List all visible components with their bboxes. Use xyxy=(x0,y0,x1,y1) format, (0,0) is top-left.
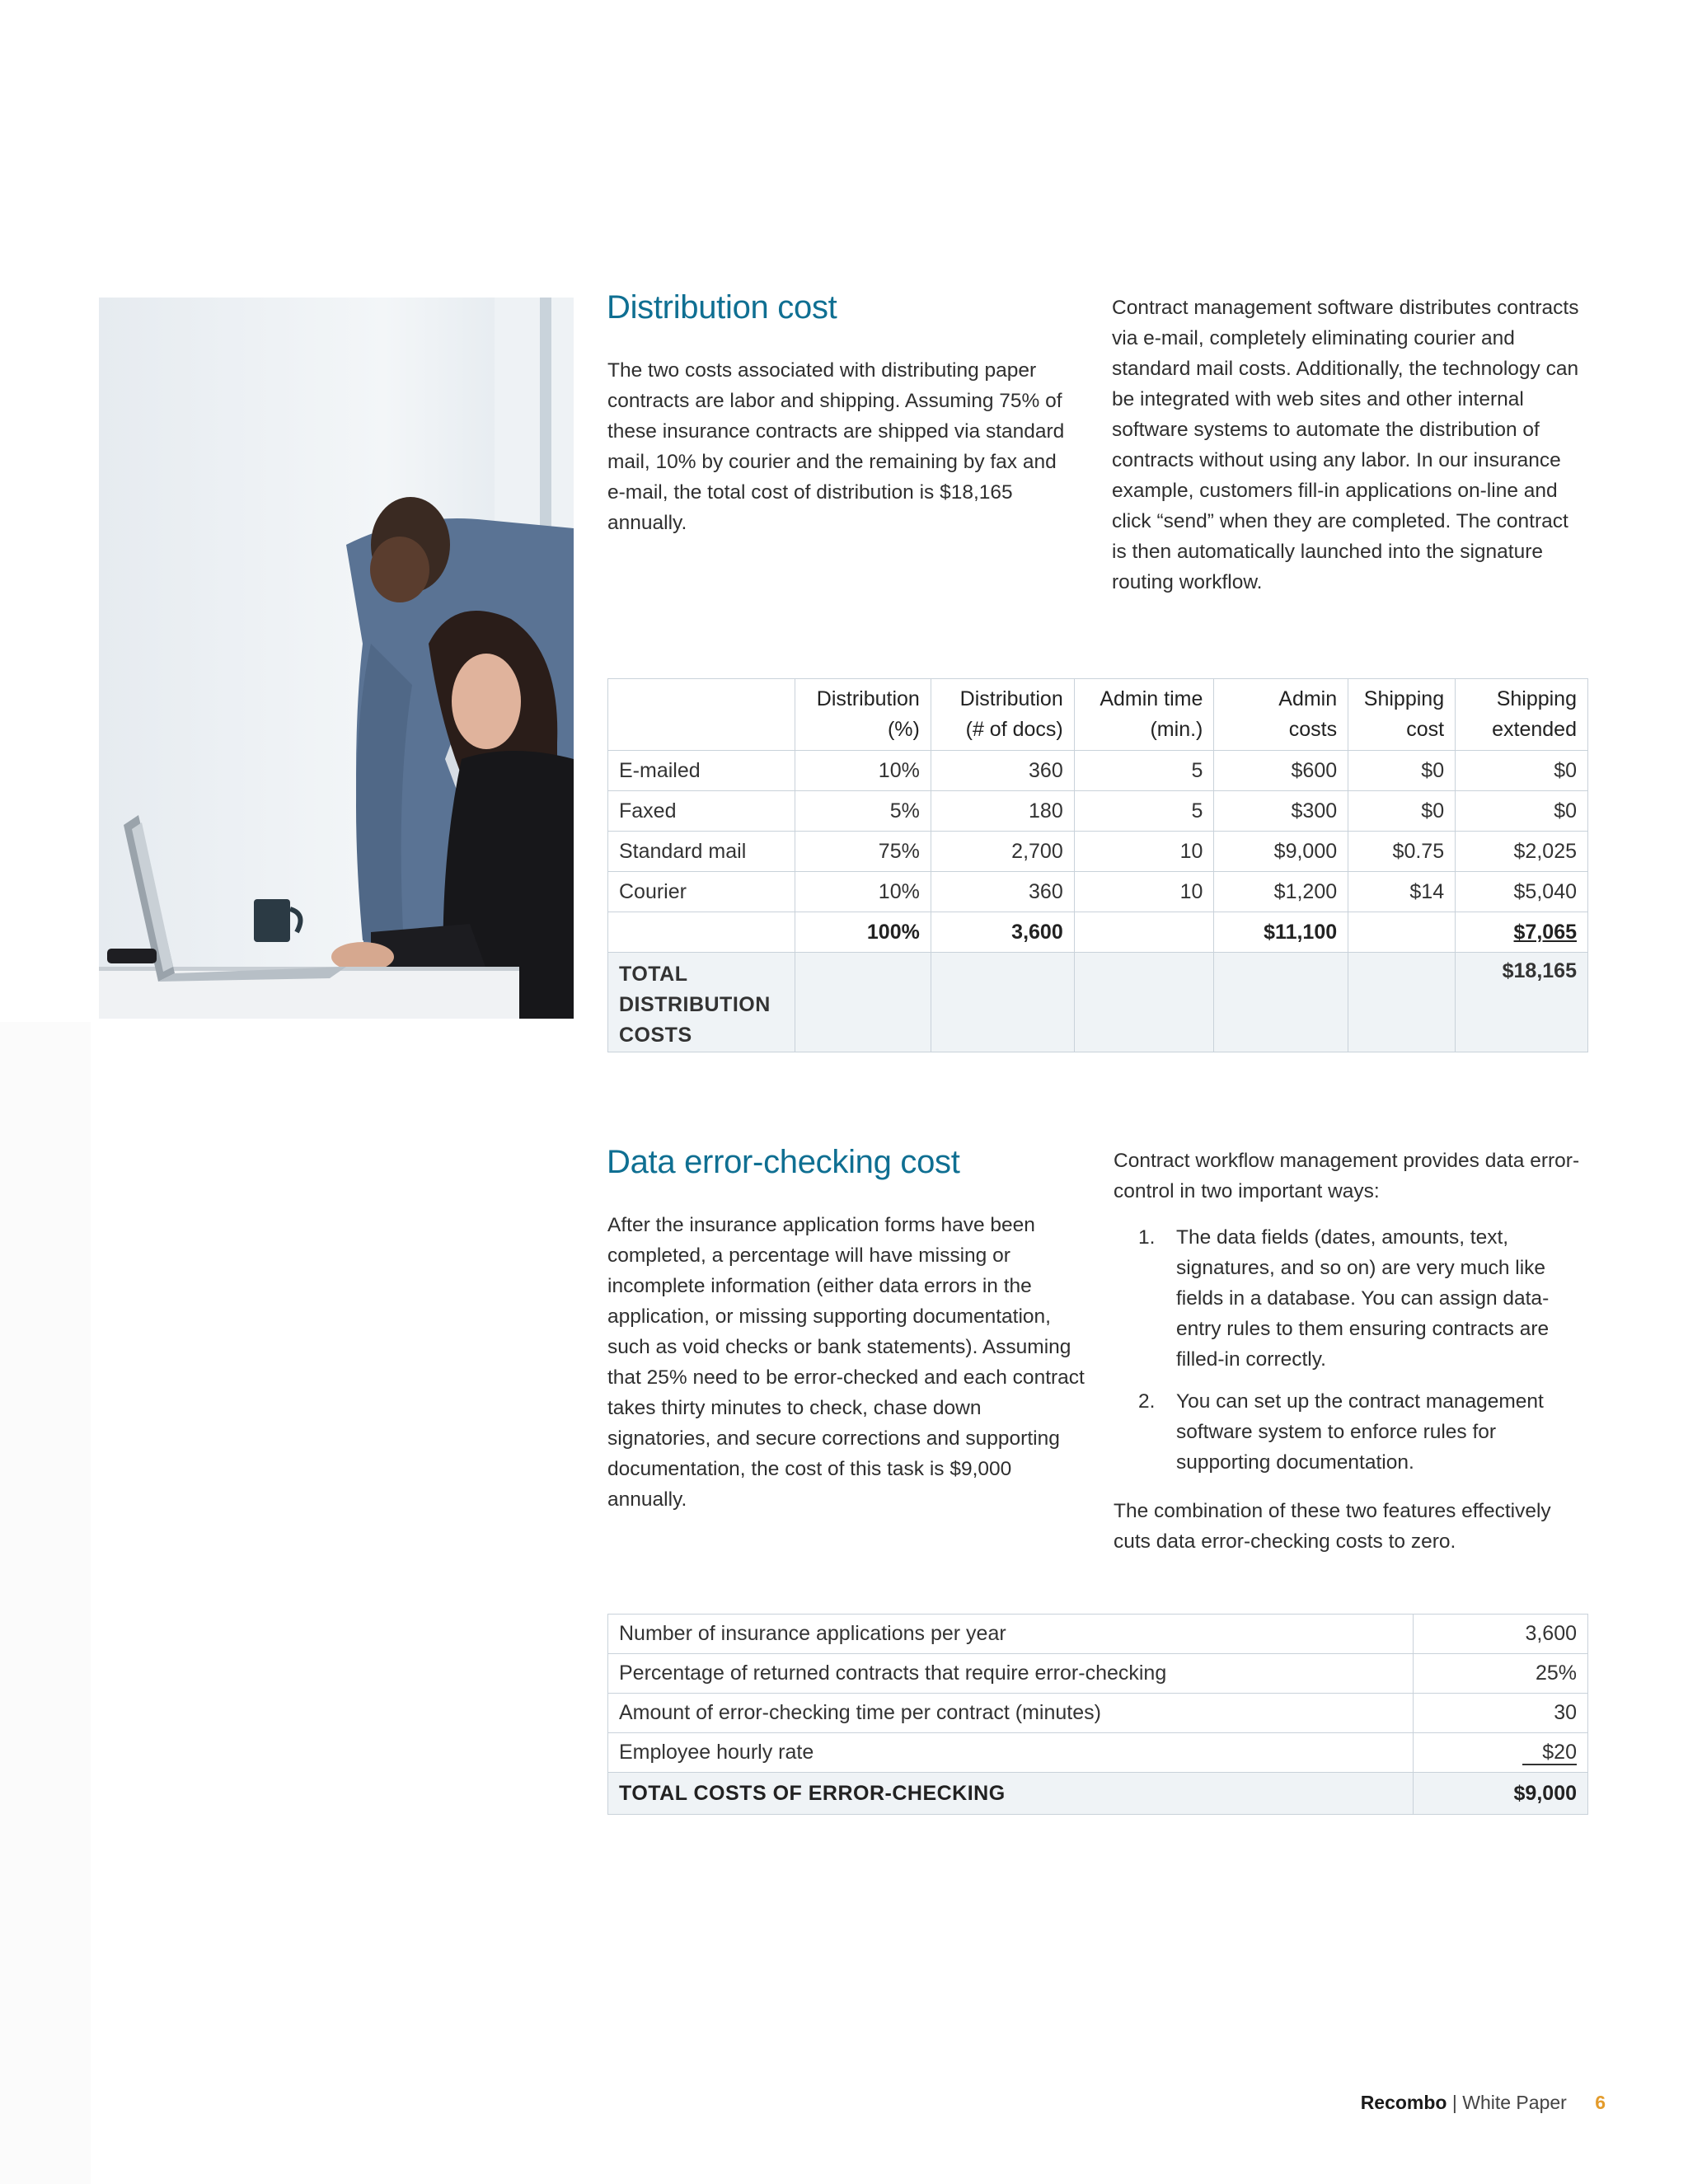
page-number: 6 xyxy=(1595,2092,1606,2113)
subtotal-row xyxy=(608,912,1588,953)
column-header: Admin time (min.) xyxy=(1074,679,1214,751)
list-item: 1. The data fields (dates, amounts, text, signatures, and so on) are very much like fields in a database. You can assign data-entry rules to them ensuring contracts are filled-in correctly. xyxy=(1138,1226,1550,1371)
table-cell: 2,700 xyxy=(931,832,1074,872)
page-margin-shade xyxy=(0,1022,91,2184)
table-row xyxy=(608,1733,1588,1773)
table-cell xyxy=(1214,953,1348,1052)
row-label: Standard mail xyxy=(608,832,795,872)
row-value: 3,600 xyxy=(1414,1615,1588,1654)
grand-total-row xyxy=(608,1773,1588,1815)
table-cell: $1,200 xyxy=(1214,872,1348,912)
column-header: Admin costs xyxy=(1214,679,1348,751)
table-cell: $0 xyxy=(1456,751,1588,791)
row-label: Courier xyxy=(608,872,795,912)
subtotal-cell: 100% xyxy=(795,912,931,953)
grand-total-label: TOTAL COSTS OF ERROR-CHECKING xyxy=(608,1773,1414,1815)
grand-total-label: TOTAL DISTRIBUTION COSTS xyxy=(608,953,795,1052)
table-cell xyxy=(931,953,1074,1052)
table-cell: 5% xyxy=(795,791,931,832)
table-row xyxy=(608,1694,1588,1733)
table-row xyxy=(608,872,1588,912)
table-cell: 75% xyxy=(795,832,931,872)
table-cell: 360 xyxy=(931,872,1074,912)
header-blank xyxy=(608,679,795,751)
footer-doc-type: White Paper xyxy=(1462,2092,1567,2113)
row-label: Percentage of returned contracts that require error-checking xyxy=(608,1654,1414,1694)
subtotal-cell xyxy=(1074,912,1214,953)
row-label: Employee hourly rate xyxy=(608,1733,1414,1773)
table-cell: 10% xyxy=(795,751,931,791)
table-header-row xyxy=(608,679,1588,751)
table-row xyxy=(608,1654,1588,1694)
table-cell: 5 xyxy=(1074,751,1214,791)
table-cell: $0 xyxy=(1348,751,1456,791)
page-footer xyxy=(1361,2092,1606,2114)
column-header: Shipping extended xyxy=(1456,679,1588,751)
table-cell: $0 xyxy=(1348,791,1456,832)
table-cell: 10 xyxy=(1074,832,1214,872)
table-cell xyxy=(1348,953,1456,1052)
error-control-conclusion: The combination of these two features effectively cuts data error-checking costs to zero. xyxy=(1114,1500,1551,1553)
table-cell: 5 xyxy=(1074,791,1214,832)
table-cell: $14 xyxy=(1348,872,1456,912)
row-label: E-mailed xyxy=(608,751,795,791)
error-control-intro: Contract workflow management provides data error-control in two important ways: xyxy=(1114,1150,1580,1202)
table-cell xyxy=(795,953,931,1052)
table-cell: $600 xyxy=(1214,751,1348,791)
table-cell: $0.75 xyxy=(1348,832,1456,872)
table-row xyxy=(608,751,1588,791)
list-item: 2. You can set up the contract management software system to enforce rules for supporting documentation. xyxy=(1138,1390,1544,1474)
table-cell: 10% xyxy=(795,872,931,912)
footer-brand: Recombo xyxy=(1360,2092,1447,2113)
column-header: Distribution (%) xyxy=(795,679,931,751)
distribution-intro-text: The two costs associated with distributing paper contracts are labor and shipping. Assuming 75% of these insurance contracts are shipped via standard mail, 10% by courier and the remaining by fax and e-mail, the total cost of distribution is $18,165 annually. xyxy=(607,359,1065,534)
table-cell: $0 xyxy=(1456,791,1588,832)
grand-total-value: $18,165 xyxy=(1456,953,1588,1052)
footer-separator: | xyxy=(1451,2092,1457,2113)
office-photo xyxy=(99,298,574,1019)
table-cell: 10 xyxy=(1074,872,1214,912)
subtotal-cell: 3,600 xyxy=(931,912,1074,953)
table-cell xyxy=(1074,953,1214,1052)
error-control-list xyxy=(1114,1222,1587,1489)
distribution-solution-text: Contract management software distributes contracts via e-mail, completely eliminating courier and standard mail costs. Additionally, the technology can be integrated with web sites and other internal software systems to automate the distribution of contracts without using any labor. In our insurance example, customers fill-in applications on-line and click “send” when they are completed. The contract is then automatically launched into the signature routing workflow. xyxy=(1112,297,1579,593)
error-checking-heading: Data error-checking cost xyxy=(607,1144,960,1180)
grand-total-value: $9,000 xyxy=(1414,1773,1588,1815)
column-header: Distribution (# of docs) xyxy=(931,679,1074,751)
table-cell: 360 xyxy=(931,751,1074,791)
table-row xyxy=(608,791,1588,832)
row-label: Amount of error-checking time per contract (minutes) xyxy=(608,1694,1414,1733)
error-checking-intro-text: After the insurance application forms have been completed, a percentage will have missing or incomplete information (either data errors in the application, or missing supporting documentation, such as void checks or bank statements). Assuming that 25% need to be error-checked and each contract takes thirty minutes to check, chase down signatories, and secure corrections and supporting documentation, the cost of this task is $9,000 annually. xyxy=(607,1214,1085,1511)
row-value-cell xyxy=(1414,1733,1588,1773)
row-label: Number of insurance applications per year xyxy=(608,1615,1414,1654)
table-cell: $9,000 xyxy=(1214,832,1348,872)
subtotal-label xyxy=(608,912,795,953)
subtotal-cell: $11,100 xyxy=(1214,912,1348,953)
row-label: Faxed xyxy=(608,791,795,832)
shipping-extended-subtotal: $7,065 xyxy=(1513,920,1577,944)
error-checking-cost-table xyxy=(607,1614,1588,1815)
table-cell: $2,025 xyxy=(1456,832,1588,872)
table-cell: $300 xyxy=(1214,791,1348,832)
table-row xyxy=(608,1615,1588,1654)
table-row xyxy=(608,832,1588,872)
row-value: $20 xyxy=(1522,1741,1577,1765)
table-cell: 180 xyxy=(931,791,1074,832)
subtotal-cell xyxy=(1456,912,1588,953)
column-header: Shipping cost xyxy=(1348,679,1456,751)
row-value: 25% xyxy=(1414,1654,1588,1694)
subtotal-cell xyxy=(1348,912,1456,953)
distribution-cost-table xyxy=(607,678,1588,1052)
row-value: 30 xyxy=(1414,1694,1588,1733)
distribution-heading: Distribution cost xyxy=(607,289,837,326)
grand-total-row xyxy=(608,953,1588,1052)
table-cell: $5,040 xyxy=(1456,872,1588,912)
